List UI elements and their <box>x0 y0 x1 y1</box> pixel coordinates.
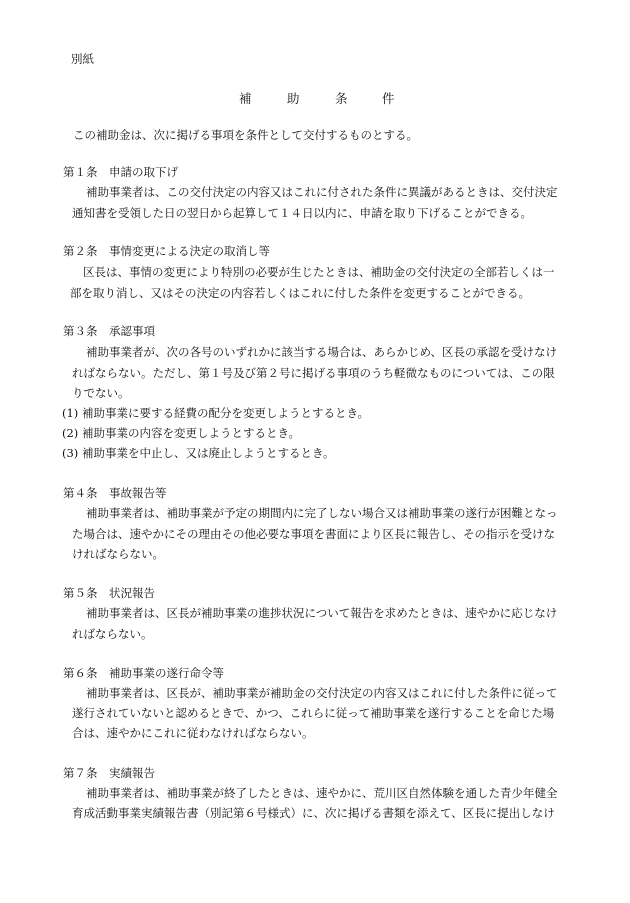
article-6-heading: 第６条 補助事業の遂行命令等 <box>63 666 224 680</box>
article-2-heading: 第２条 事情変更による決定の取消し等 <box>63 244 270 258</box>
title-char: 補 <box>239 91 252 106</box>
article-4-heading: 第４条 事故報告等 <box>63 486 167 500</box>
article-7-line: 育成活動事業実績報告書（別記第６号様式）に、次に掲げる書類を添えて、区長に提出しなけ <box>72 806 555 820</box>
article-3-heading: 第３条 承認事項 <box>63 324 155 338</box>
article-3-line: りでない。 <box>72 386 130 400</box>
article-4-line: 補助事業者は、補助事業が予定の期間内に完了しない場合又は補助事業の遂行が困難となっ <box>86 506 558 520</box>
article-3-item: (3) 補助事業を中止し、又は廃止しようとするとき。 <box>62 446 335 460</box>
article-1-heading: 第１条 申請の取下げ <box>63 165 178 179</box>
intro-text: この補助金は、次に掲げる事項を条件として交付するものとする。 <box>73 128 418 142</box>
article-5-heading: 第５条 状況報告 <box>63 586 155 600</box>
article-2-line: 部を取り消し、又はその決定の内容若しくはこれに付した条件を変更することができる。 <box>70 286 530 300</box>
document-title <box>0 90 630 108</box>
article-6-line: 補助事業者は、区長が、補助事業が補助金の交付決定の内容又はこれに付した条件に従って <box>86 686 558 700</box>
title-char: 条 <box>335 91 348 106</box>
article-5-line: 補助事業者は、区長が補助事業の進捗状況について報告を求めたときは、速やかに応じなけ <box>86 606 558 620</box>
article-1-line: 補助事業者は、この交付決定の内容又はこれに付された条件に異議があるときは、交付決定 <box>86 185 558 199</box>
article-3-item: (2) 補助事業の内容を変更しようとするとき。 <box>62 426 300 440</box>
article-1-line: 通知書を受領した日の翌日から起算して１４日以内に、申請を取り下げることができる。 <box>72 206 532 220</box>
article-2-line: 区長は、事情の変更により特別の必要が生じたときは、補助金の交付決定の全部若しくは一 <box>83 265 555 279</box>
article-7-line: 補助事業者は、補助事業が終了したときは、速やかに、荒川区自然体験を通した青少年健全 <box>86 786 558 800</box>
article-6-line: 合は、速やかにこれに従わなければならない。 <box>72 726 314 740</box>
attachment-label: 別紙 <box>71 52 94 66</box>
article-6-line: 遂行されていないと認めるときで、かつ、これらに従って補助事業を遂行することを命じた場 <box>72 706 555 720</box>
article-3-item: (1) 補助事業に要する経費の配分を変更しようとするとき。 <box>62 406 369 420</box>
title-char: 件 <box>382 91 395 106</box>
article-5-line: ればならない。 <box>72 627 153 641</box>
article-3-line: ればならない。ただし、第１号及び第２号に掲げる事項のうち軽微なものについては、この限 <box>72 366 555 380</box>
article-4-line: た場合は、速やかにその理由その他必要な事項を書面により区長に報告し、その指示を受けな <box>72 527 555 541</box>
title-char: 助 <box>287 91 300 106</box>
article-4-line: ければならない。 <box>72 547 164 561</box>
article-3-line: 補助事業者が、次の各号のいずれかに該当する場合は、あらかじめ、区長の承認を受けなけ <box>86 345 558 359</box>
article-7-heading: 第７条 実績報告 <box>63 766 155 780</box>
